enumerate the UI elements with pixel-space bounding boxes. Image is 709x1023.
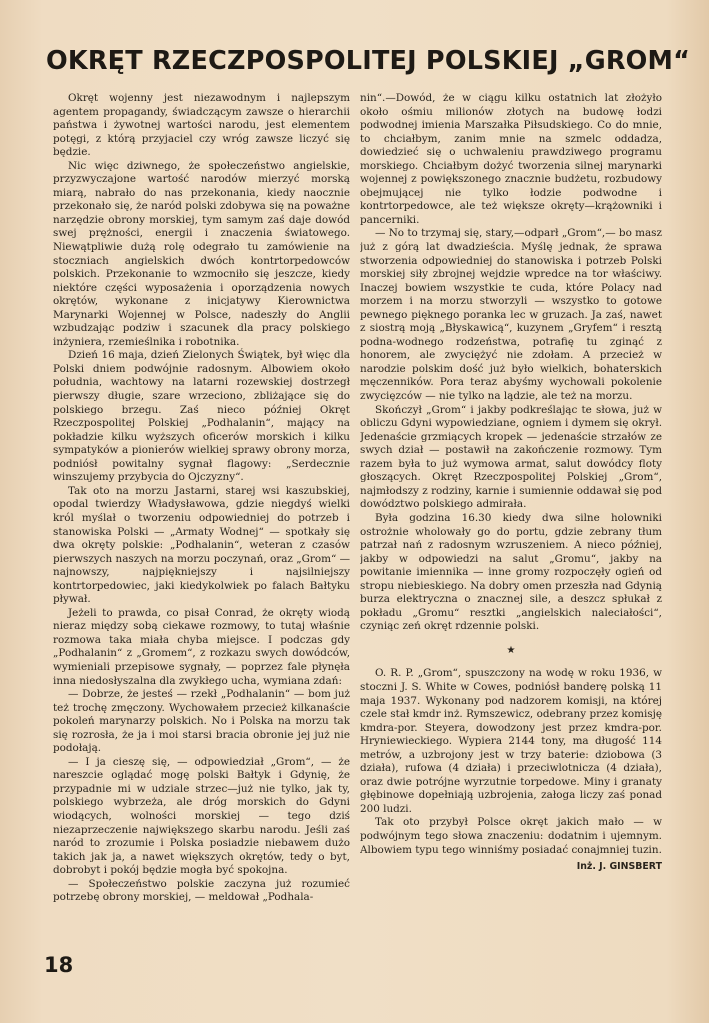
paragraph: nin“.—Dowód, że w ciągu kilku ostatnich lat złożyło około ośmiu milionów złotych na budowę łodzi podwodnej imienia Marszałka Piłsudskiego. Co do mnie, to chciałbym, zanim mnie na szmelc oddadza, dowiedzieć się o uchwaleniu prawdziwego programu morskiego. Chciałbym dożyć tworzenia silnej marynarki wojennej z powiększonego znacznie budżetu, rozbudowy obejmującej nie tylko łodzie podwodne i kontrtorpedowce, ale też większe okręty—krążowniki i pancerniki. xyxy=(360,92,662,226)
paragraph: Dzień 16 maja, dzień Zielonych Świątek, był więc dla Polski dniem podwójnie radosnym. Albowiem około południa, wachtowy na latarni rozewskiej dostrzegł pierwszy długie, szare wrzeciono, zbliżające się do polskiego brzegu. Zaś nieco później Okręt Rzeczpospolitej Polskiej „Podhalanin“, mający na pokładzie kilku wyższych oficerów morskich i kilku sympatyków a pionierów wielkiej sprawy obrony morza, podniósł powitalny sygnał flagowy: „Serdecznie winszujemy przybycia do Ojczyzny“. xyxy=(53,349,350,484)
right-column xyxy=(360,92,662,952)
paragraph: — I ja cieszę się, — odpowiedział „Grom“, — że nareszcie oglądać mogę polski Bałtyk i Gdynię, że przypadnie mi w udziale strzec—już nie tylko, jak ty, polskiego wybrzeża, ale dróg morskich do Gdyni wiodących, wolności morskiej — tego dziś niezaprzeczenie największego skarbu narodu. Jeśli zaś naród to zrozumie i Polska posiadzie niebawem dużo takich jak ja, a nawet większych okrętów, tedy o byt, dobrobyt i pokój będzie mogła być spokojna. xyxy=(53,755,350,877)
page-number: 18 xyxy=(44,953,74,977)
paragraph: Tak oto na morzu Jastarni, starej wsi kaszubskiej, opodal twierdzy Władysławowa, gdzie niegdyś wielki król myślał o tworzeniu odpowiedniej do potrzeb i stanowiska Polski — „Armaty Wodnej“ — spotkały się dwa okręty polskie: „Podhalanin“, weteran z czasów pierwszych naszych na morzu poczynań, oraz „Grom“ — najnowszy, najpiękniejszy i najsilniejszy kontrtorpedowiec, jaki kiedykolwiek po falach Bałtyku pływał. xyxy=(53,484,350,606)
paragraph: Nic więc dziwnego, że społeczeństwo angielskie, przyzwyczajone wartość narodów mierzyć morską miarą, nabrało do nas przekonania, kiedy naocznie przekonało się, że naród polski zdobywa się na poważne narzędzie obrony morskiej, tym samym zaś daje dowód swej prężności, energii i znaczenia światowego. Niewątpliwie dużą rolę odegrało tu zamówienie na stoczniach angielskich dwóch kontrtorpedowców polskich. Przekonanie to wzmocniło się jeszcze, kiedy niektóre części wyposażenia i oporządzenia nowych okrętów, wykonane z inicjatywy Kierownictwa Marynarki Wojennej w Polsce, nadeszły do Anglii wzbudzając podziw i szacunek dla pracy polskiego inżyniera, rzemieślnika i robotnika. xyxy=(53,159,350,348)
paragraph: Okręt wojenny jest niezawodnym i najlepszym agentem propagandy, świadczącym zawsze o hierarchii państwa i żywotnej wartości narodu, jest elementem potęgi, z którą przyjaciel czy wróg zawsze liczyć się będzie. xyxy=(53,92,350,159)
author-signature: Inż. J. GINSBERT xyxy=(576,861,662,873)
paragraph: — Dobrze, że jesteś — rzekł „Podhalanin“ — bom już też trochę zmęczony. Wychowałem przecież kilkanaście pokoleń marynarzy polskich. No i Polska na morzu tak się rozrosła, że ja i moi starsi bracia obronie jej już nie podołają. xyxy=(53,688,350,755)
paragraph: Była godzina 16.30 kiedy dwa silne holowniki ostrożnie wholowały go do portu, gdzie zebrany tłum patrzał nań z radosnym wzruszeniem. A nieco później, jakby w odpowiedzi na salut „Gromu“, jakby na powitanie imiennika — inne gromy rozpoczęły ogień od stropu niebieskiego. Na dobry omen przeszła nad Gdynią burza elektryczna o znacznej sile, a deszcz spłukał z pokładu „Gromu“ resztki „angielskich naleciałości“, czyniąc zeń okręt rdzennie polski. xyxy=(360,511,662,633)
paragraph: Jeżeli to prawda, co pisał Conrad, że okręty wiodą nieraz między sobą ciekawe rozmowy, to tutaj właśnie rozmowa taka miała chyba miejsce. I podczas gdy „Podhalanin“ z „Gromem“, z rozkazu swych dowódców, wymieniali przepisowe sygnały, — poprzez fale płynęła inna niedosłyszalna dla zwykłego ucha, wymiana zdań: xyxy=(53,606,350,687)
paragraph: — Społeczeństwo polskie zaczyna już rozumieć potrzebę obrony morskiej, — meldował „Podhala- xyxy=(53,877,350,904)
left-column xyxy=(53,92,350,962)
paragraph: O. R. P. „Grom“, spuszczony na wodę w roku 1936, w stoczni J. S. White w Cowes, podniósł banderę polską 11 maja 1937. Wykonany pod nadzorem komisji, na której czele stał kmdr inż. Rymszewicz, odebrany przez komisję kmdra-por. Steyera, dowodzony jest przez kmdra-por. Hryniewieckiego. Wypiera 2144 tony, ma długość 114 metrów, a uzbrojony jest w trzy baterie: dziobowa (3 działa), rufowa (4 działa) i przeciwlotnicza (4 działa), oraz dwie potrójne wyrzutnie torpedowe. Miny i granaty głębinowe dopełniają uzbrojenia, załoga liczy zaś ponad 200 ludzi. xyxy=(360,667,662,815)
paragraph: Skończył „Grom“ i jakby podkreślając te słowa, już w obliczu Gdyni wypowiedziane, ogniem i dymem się okrył. Jedenaście grzmiących kropek — jedenaście strzałów ze swych dział — postawił na zakończenie rozmowy. Tym razem była to już wymowa armat, salut dowódcy floty głoszących. Okręt Rzeczpospolitej Polskiej „Grom“, najmłodszy z rodziny, karnie i sumiennie oddawał się pod dowództwo polskiego admirała. xyxy=(360,403,662,511)
article-title: OKRĘT RZECZPOSPOLITEJ POLSKIEJ „GROM“ xyxy=(46,46,691,76)
paragraph: Tak oto przybył Polsce okręt jakich mało — w podwójnym tego słowa znaczeniu: dodatnim i ujemnym. Albowiem typu tego winniśmy posiadać conajmniej tuzin. xyxy=(360,816,662,856)
section-separator: ★ xyxy=(506,644,516,656)
paragraph: — No to trzymaj się, stary,—odparł „Grom“,— bo masz już z górą lat dwadzieścia. Myślę jednak, że sprawa stworzenia odpowiedniej do stanowiska i potrzeb Polski morskiej siły zbrojnej wejdzie wpredce na tor właściwy. Inaczej bowiem wszystkie te cuda, które Polacy nad morzem i na morzu stworzyli — wszystko to gotowe pewnego pięknego poranka lec w gruzach. Ja zaś, nawet z siostrą moją „Błyskawicą“, kuzynem „Gryfem“ i resztą podna-wodnego rodzeństwa, potrafię tu zginąć z honorem, ale zwyciężyć nie zdołam. A przecież w narodzie polskim dość już było wielkich, bohaterskich męczenników. Pora teraz abyśmy wychowali pokolenie zwycięzców — nie tylko na lądzie, ale też na morzu. xyxy=(360,227,662,403)
